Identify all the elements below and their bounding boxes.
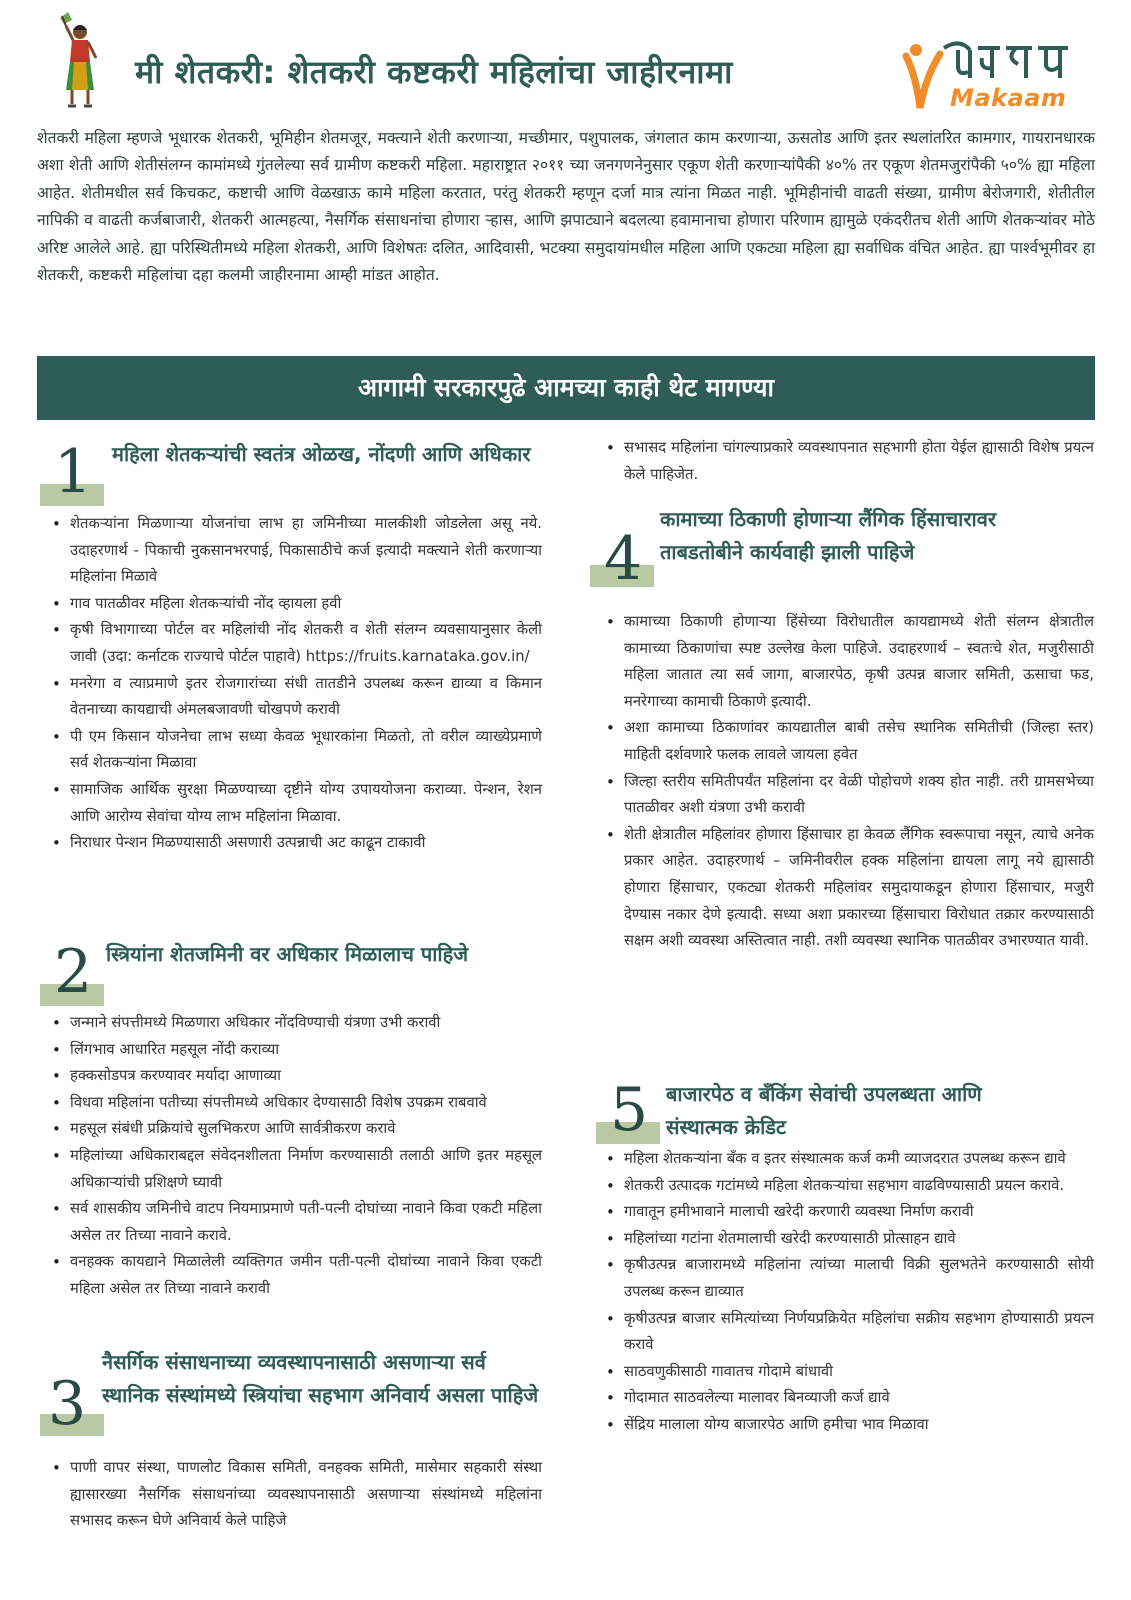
list-item: • जिल्हा स्तरीय समितीपर्यंत महिलांना दर वेळी पोहोचणे शक्य होत नाही. तरी ग्रामसभेच्या पातळीवर अशी यंत्रणा उभी करावी [604,769,1094,822]
list-item: • मनरेगा व त्याप्रमाणे इतर रोजगारांच्या संधी तातडीने उपलब्ध करून द्याव्या व किमान वेतनाच्या कायद्याची अंमलबजावणी चोखपणे करावी [50,671,542,724]
page-title: मी शेतकरी: शेतकरी कष्टकरी महिलांचा जाहीरनामा [135,53,733,91]
list-item: • जन्माने संपत्तीमध्ये मिळणारा अधिकार नोंदविण्याची यंत्रणा उभी करावी [50,1010,542,1037]
list-item: • गाव पातळीवर महिला शेतकऱ्यांची नोंद व्हायला हवी [50,591,542,618]
list-item: • महिलांच्या अधिकाराबद्दल संवेदनशीलता निर्माण करण्यासाठी तलाठी आणि इतर महसूल अधिकाऱ्यांची प्रशिक्षणे घ्यावी [50,1143,542,1196]
intro-paragraph: शेतकरी महिला म्हणजे भूधारक शेतकरी, भूमिहीन शेतमजूर, मक्त्याने शेती करणाऱ्या, मच्छीमार, पशुपालक, जंगलात काम करणाऱ्या, ऊसतोड आणि इतर स्थलांतरित कामगार, गायरानधारक अशा शेती आणि शेतीसंलग्न कामांमध्ये गुंतलेल्या सर्व ग्रामीण कष्टकरी महिला. महाराष्ट्रात २०११ च्या जनगणनेनुसार एकूण शेती करणाऱ्यांपैकी ४०% तर एकूण शेतमजुरांपैकी ५०% ह्या महिला आहेत. शेतीमधील सर्व किचकट, कष्टाची आणि वेळखाऊ कामे महिला करतात, परंतु शेतकरी म्हणून दर्जा मात्र त्यांना मिळत नाही. भूमिहीनांची वाढती संख्या, ग्रामीण बेरोजगारी, शेतीतील नापिकी व वाढती कर्जबाजारी, शेतकरी आत्महत्या, नैसर्गिक संसाधनांचा होणारा ऱ्हास, आणि झपाट्याने बदलत्या हवामानाचा होणारा परिणाम ह्यामुळे एकंदरीतच शेती आणि शेतकऱ्यांवर मोठे अरिष्ट आलेले आहे. ह्या परिस्थितीमध्ये महिला शेतकरी, आणि विशेषतः दलित, आदिवासी, भटक्या समुदायांमधील महिला आणि एकट्या महिला ह्या सर्वाधिक वंचित आहेत. ह्या पार्श्वभूमीवर हा शेतकरी, कष्टकरी महिलांचा दहा कलमी जाहीरनामा आम्ही मांडत आहोत. [37,129,1095,285]
section-3-list [50,1455,542,1535]
list-item: • सभासद महिलांना चांगल्याप्रकारे व्यवस्थापनात सहभागी होता येईल ह्यासाठी विशेष प्रयत्न केले पाहिजेत. [604,435,1094,488]
list-item: • सर्व शासकीय जमिनीचे वाटप नियमाप्रमाणे पती-पत्नी दोघांच्या नावाने किवा एकटी महिला असेल तर तिच्या नावाने करावे. [50,1196,542,1249]
section-5-list [604,1146,1094,1439]
section-5-heading [596,1075,1096,1150]
list-item: • कृषी विभागाच्या पोर्टल वर महिलांची नोंद शेतकरी व शेती संलग्न व्यवसायानुसार केली जावी (उदा: कर्नाटक राज्याचे पोर्टल पाहावे) https://fruits.karnataka.gov.in/ [50,617,542,670]
list-item: • अशा कामाच्या ठिकाणांवर कायद्यातील बाबी तसेच स्थानिक समितीची (जिल्हा स्तर) माहिती दर्शवणारे फलक लावले जायला हवेत [604,715,1094,768]
list-item: • शेती क्षेत्रातील महिलांवर होणारा हिंसाचार हा केवळ लैंगिक स्वरूपाचा नसून, त्याचे अनेक प्रकार आहेत. उदाहरणार्थ – जमिनीवरील हक्क महिलांना द्यायला लागू नये ह्यासाठी होणारा हिंसाचार, एकट्या शेतकरी महिलांवर समुदायाकडून होणारा हिंसाचार, मजुरी देण्यास नकार देणे इत्यादी. सध्या अशा प्रकारच्या हिंसाचारा विरोधात तक्रार करण्यासाठी सक्षम अशी व्यवस्था अस्तित्वात नाही. तशी व्यवस्था स्थानिक पातळीवर उभारण्यात यावी. [604,822,1094,955]
list-item: • पाणी वापर संस्था, पाणलोट विकास समिती, वनहक्क समिती, मासेमार सहकारी संस्था ह्यासारख्या नैसर्गिक संसाधनांच्या व्यवस्थापनासाठी असणाऱ्या संस्थांमध्ये महिलांना सभासद करून घेणे अनिवार्य केले पाहिजे [50,1455,542,1535]
list-item: • कृषीउत्पन्न बाजार समित्यांच्या निर्णयप्रक्रियेत महिलांचा सक्रीय सहभाग होण्यासाठी प्रयत्न करावे [604,1306,1094,1359]
makaam-logo [900,36,1090,116]
section-3-number: 3 [48,1369,87,1439]
list-item: • शेतकरी उत्पादक गटांमध्ये महिला शेतकऱ्यांचा सहभाग वाढविण्यासाठी प्रयत्न करावे. [604,1173,1094,1200]
list-item: • शेतकऱ्यांना मिळणाऱ्या योजनांचा लाभ हा जमिनीच्या मालकीशी जोडलेला असू नये. उदाहरणार्थ - पिकाची नुकसानभरपाई, पिकासाठीचे कर्ज इत्यादी मक्त्याने शेती करणाऱ्या महिलांना मिळावे [50,511,542,591]
list-item: • महिलांच्या गटांना शेतमालाची खरेदी करण्यासाठी प्रोत्साहन द्यावे [604,1226,1094,1253]
section-2-title: स्त्रियांना शेतजमिनी वर अधिकार मिळालाच पाहिजे [106,942,469,966]
list-item: • महिला शेतकऱ्यांना बँक व इतर संस्थात्मक कर्ज कमी व्याजदरात उपलब्ध करून द्यावे [604,1146,1094,1173]
list-item: • कामाच्या ठिकाणी होणाऱ्या हिंसेच्या विरोधातील कायद्यामध्ये शेती संलग्न क्षेत्रातील कामाच्या ठिकाणांचा स्पष्ट उल्लेख केला पाहिजे. उदाहरणार्थ – स्वतःचे शेत, मजुरीसाठी महिला जातात त्या सर्व जागा, बाजारपेठ, कृषी उत्पन्न बाजार समिती, ऊसाचा फड, मनरेगाच्या कामाची ठिकाणे इत्यादी. [604,609,1094,715]
section-3-title: नैसर्गिक संसाधनाच्या व्यवस्थापनासाठी असणाऱ्या सर्व स्थानिक संस्थांमध्ये स्त्रियांचा सहभाग अनिवार्य असला पाहिजे [102,1350,539,1407]
list-item: • गोदामात साठवलेल्या मालावर बिनव्याजी कर्ज द्यावे [604,1385,1094,1412]
section-4-heading [590,505,1090,605]
section-4-title: कामाच्या ठिकाणी होणाऱ्या लैंगिक हिंसाचारावर ताबडतोबीने कार्यवाही झाली पाहिजे [660,507,997,564]
list-item: • वनहक्क कायद्याने मिळालेली व्यक्तिगत जमीन पती-पत्नी दोघांच्या नावाने किवा एकटी महिला असेल तर तिच्या नावाने करावी [50,1249,542,1302]
list-item: • निराधार पेन्शन मिळण्यासाठी असणारी उत्पन्नाची अट काढून टाकावी [50,830,542,857]
section-1-list [50,511,542,857]
section-1-number: 1 [54,437,93,507]
section-3-heading [40,1348,560,1448]
list-item: • गावातून हमीभावाने मालाची खरेदी करणारी व्यवस्था निर्माण करावी [604,1199,1094,1226]
section-4-number: 4 [604,524,643,594]
list-item: • साठवणुकीसाठी गावातच गोदामे बांधावी [604,1359,1094,1386]
section-5-title: बाजारपेठ व बँकिंग सेवांची उपलब्धता आणि संस्थात्मक क्रेडिट [666,1082,982,1139]
section-3-list-continued [604,435,1094,488]
section-5-number: 5 [610,1075,649,1145]
woman-farmer-illustration [50,10,108,110]
section-4-list [604,609,1094,955]
page-header [0,0,1131,120]
section-2-heading [40,937,560,1010]
list-item: • सामाजिक आर्थिक सुरक्षा मिळण्याच्या दृष्टीने योग्य उपाययोजना कराव्या. पेन्शन, रेशन आणि आरोग्य सेवांचा योग्य लाभ महिलांना मिळावा. [50,777,542,830]
section-2-list [50,1010,542,1303]
section-1-title: महिला शेतकऱ्यांची स्वतंत्र ओळख, नोंदणी आणि अधिकार [112,442,531,466]
list-item: • कृषीउत्पन्न बाजारामध्ये महिलांना त्यांच्या मालाची विक्री सुलभतेने करण्यासाठी सोयी उपलब्ध करून द्याव्यात [604,1252,1094,1305]
section-1-heading [40,437,560,510]
list-item: • महसूल संबंधी प्रक्रियांचे सुलभिकरण आणि सार्वत्रीकरण करावे [50,1116,542,1143]
demands-banner [37,356,1095,420]
list-item: • पी एम किसान योजनेचा लाभ सध्या केवळ भूधारकांना मिळतो, तो वरील व्याख्येप्रमाणे सर्व शेतकऱ्यांना मिळावा [50,724,542,777]
list-item: • हक्कसोडपत्र करण्यावर मर्यादा आणाव्या [50,1063,542,1090]
section-2-number: 2 [54,937,93,1007]
list-item: • विधवा महिलांना पतीच्या संपत्तीमध्ये अधिकार देण्यासाठी विशेष उपक्रम राबवावे [50,1090,542,1117]
list-item: • लिंगभाव आधारित महसूल नोंदी कराव्या [50,1037,542,1064]
banner-title: आगामी सरकारपुढे आमच्या काही थेट मागण्या [357,373,775,402]
list-item: • सेंद्रिय मालाला योग्य बाजारपेठ आणि हमीचा भाव मिळावा [604,1412,1094,1439]
makaam-logo-text: Makaam [950,84,1067,112]
